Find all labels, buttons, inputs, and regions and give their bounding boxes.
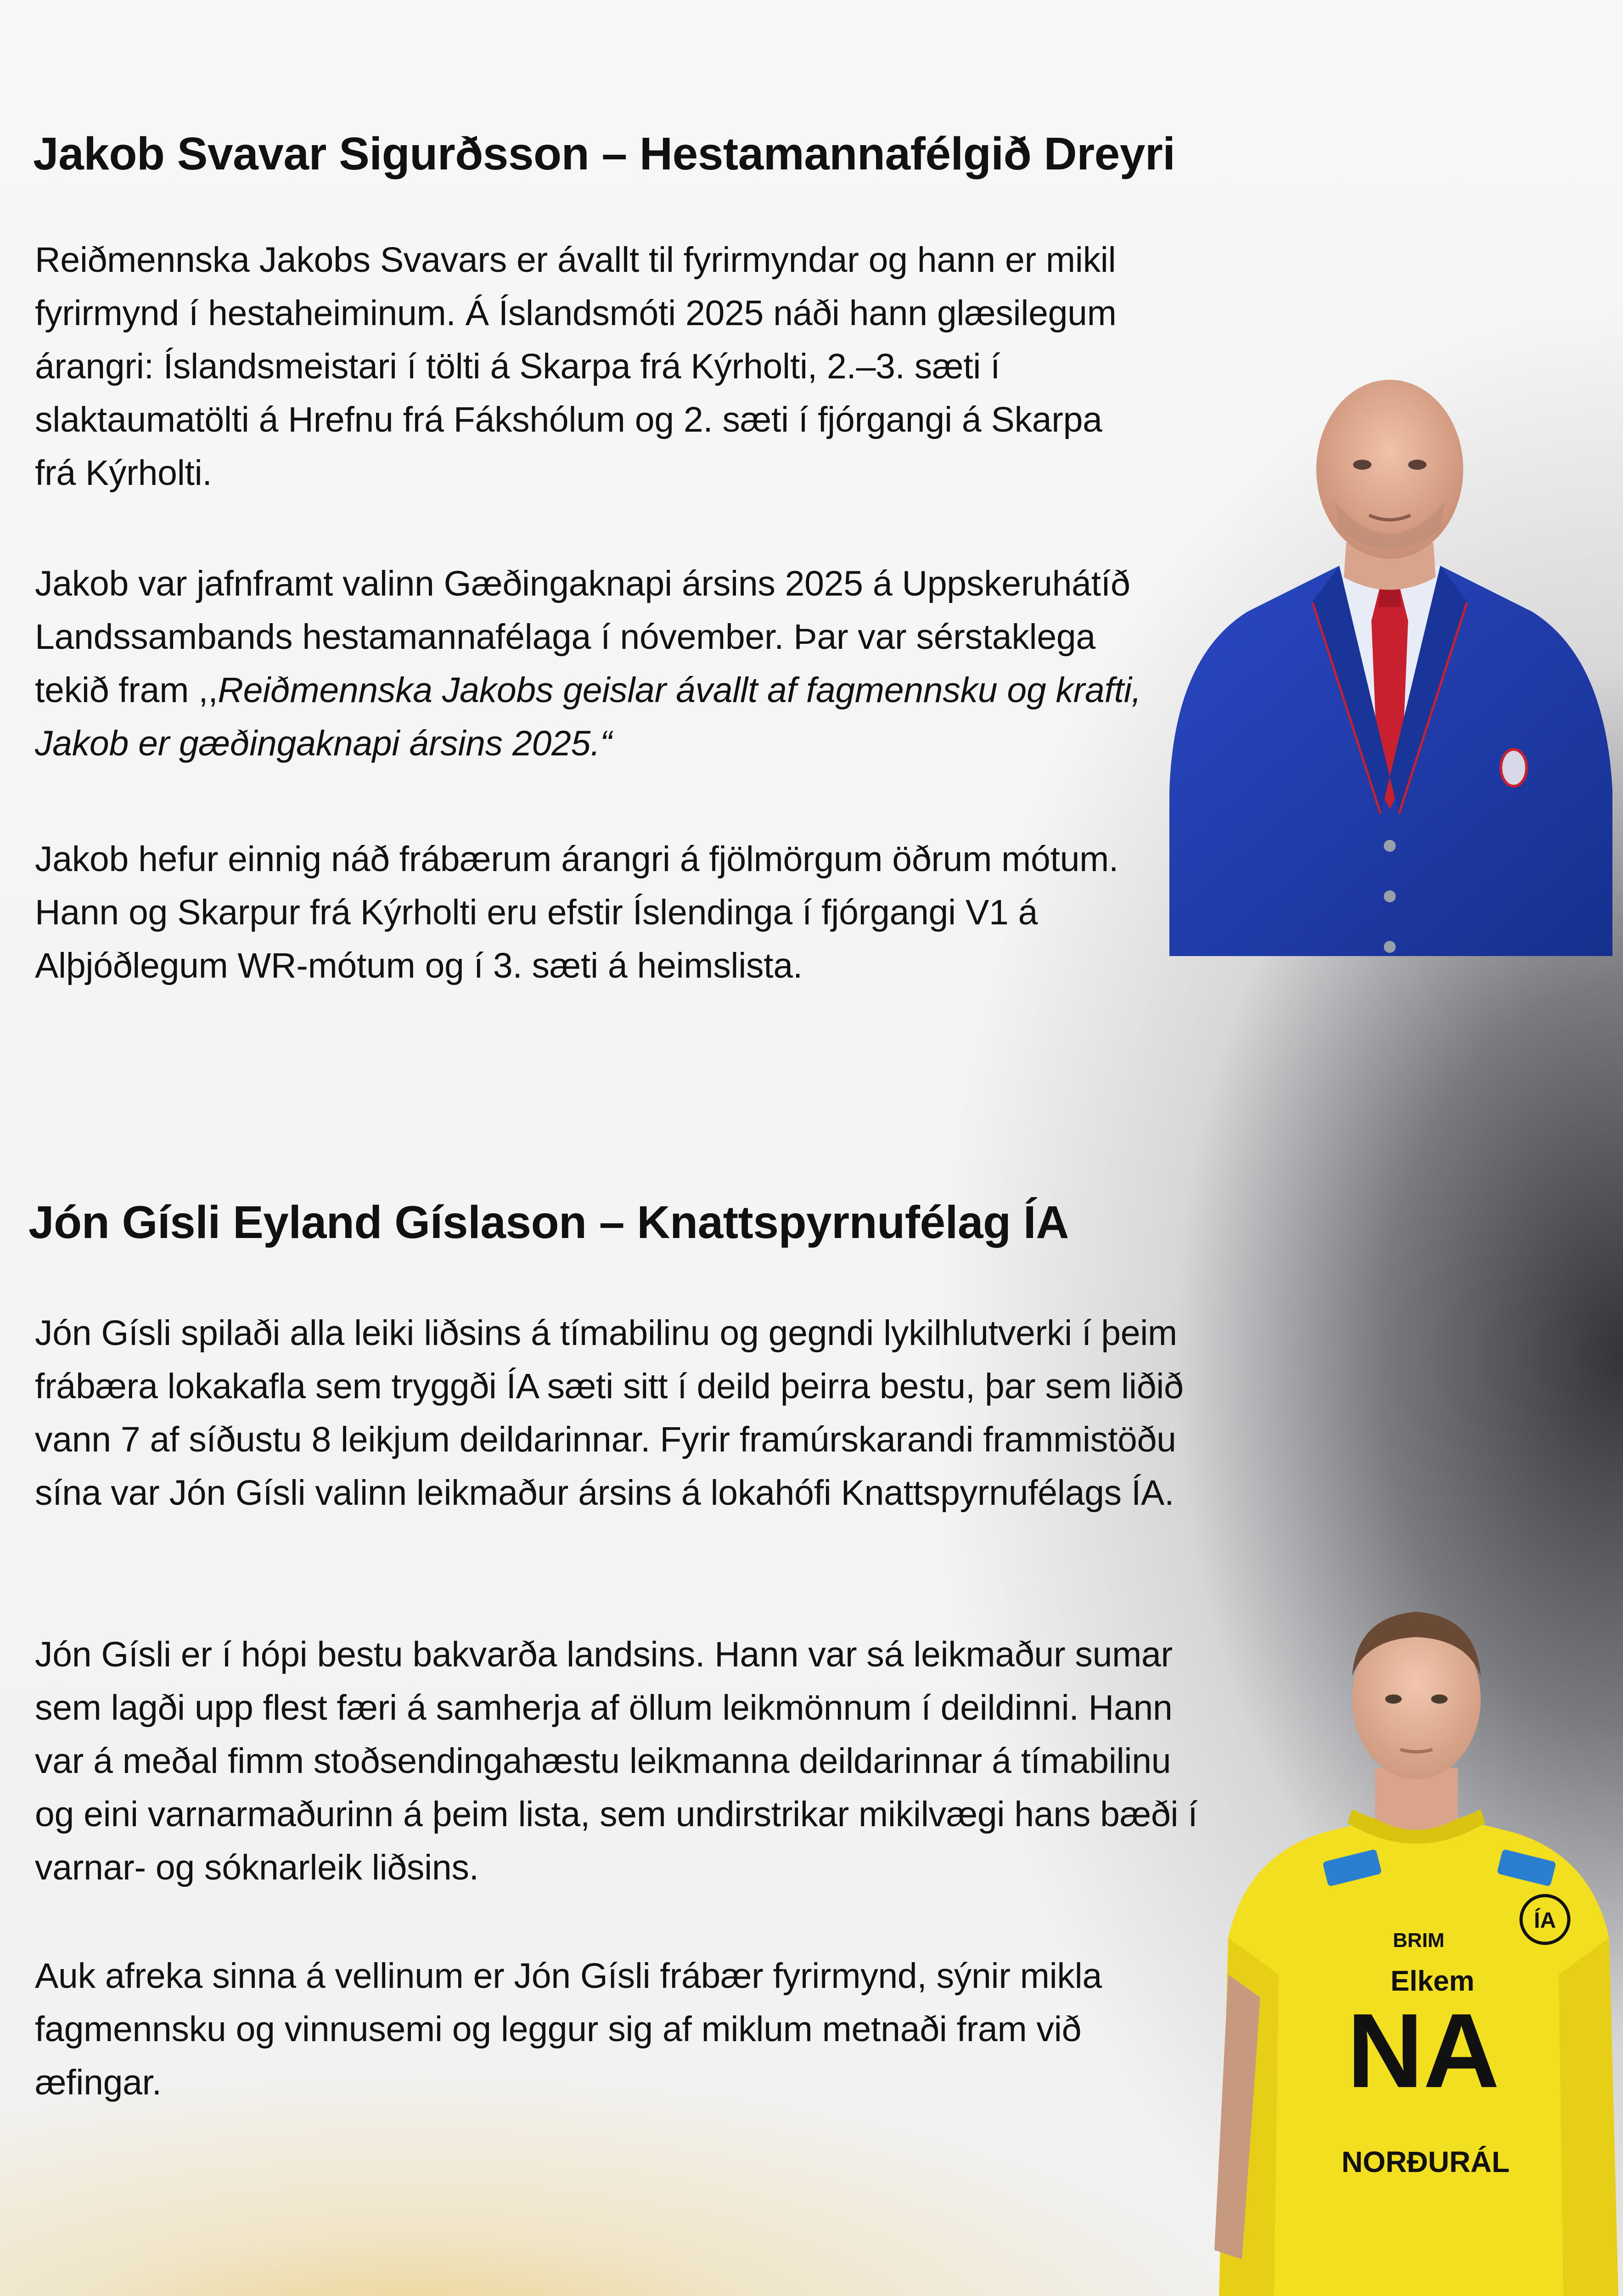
section2-paragraph-2: Jón Gísli er í hópi bestu bakvarða landsins. Hann var sá leikmaður sumar sem lagði upp flest færi á samherja af öllum leikmönnum í deildinni. Hann var á meðal fimm stoðsendingahæstu leikmanna deildarinnar á tímabilinu og eini varnarmaðurinn á þeim lista, sem undirstrikar mikilvægi hans bæði í varnar- og sóknarleik liðsins. <box>35 1635 1198 1887</box>
jersey-crest-text: ÍA <box>1534 1908 1556 1933</box>
section2-title: Jón Gísli Eyland Gíslason – Knattspyrnufélag ÍA <box>28 1197 1069 1248</box>
section1-paragraph-3: Jakob hefur einnig náð frábærum árangri á fjölmörgum öðrum mótum. Hann og Skarpur frá Kýrholti eru efstir Íslendinga í fjórgangi V1 á Alþjóðlegum WR-mótum og í 3. sæti á heimslista. <box>35 839 1119 985</box>
jersey-elkem-text: Elkem <box>1390 1965 1475 1997</box>
jersey-logo-text: NA <box>1347 1992 1500 2110</box>
jon-gisli-portrait-photo <box>1210 1561 1623 2296</box>
section1-quote: Reiðmennska Jakobs geislar ávallt af fagmennsku og krafti, Jakob er gæðingaknapi ársins 2025.“ <box>35 670 1141 763</box>
jersey-nordural-text: NORÐURÁL <box>1341 2145 1510 2178</box>
section1-paragraph-2-text: Jakob var jafnframt valinn Gæðingaknapi ársins 2025 á Uppskeruhátíð Landssambands hestamannafélaga í nóvember. Þar var sérstaklega tekið fram ,, <box>35 564 1130 710</box>
section2-paragraph-3: Auk afreka sinna á vellinum er Jón Gísli frábær fyrirmynd, sýnir mikla fagmennsku og vinnusemi og leggur sig af miklum metnaði fram við æfingar. <box>35 1956 1102 2102</box>
jersey-brim-text: BRIM <box>1393 1929 1445 1952</box>
section1-paragraph-1: Reiðmennska Jakobs Svavars er ávallt til fyrirmyndar og hann er mikil fyrirmynd í hestaheiminum. Á Íslandsmóti 2025 náði hann glæsilegum árangri: Íslandsmeistari í tölti á Skarpa frá Kýrholti, 2.–3. sæti í slaktaumatölti á Hrefnu frá Fákshólum og 2. sæti í fjórgangi á Skarpa frá Kýrholti. <box>35 240 1117 493</box>
section2-paragraph-1: Jón Gísli spilaði alla leiki liðsins á tímabilinu og gegndi lykilhlutverki í þeim frábæra lokakafla sem tryggði ÍA sæti sitt í deild þeirra bestu, þar sem liðið vann 7 af síðustu 8 leikjum deildarinnar. Fyrir framúrskarandi frammistöðu sína var Jón Gísli valinn leikmaður ársins á lokahófi Knattspyrnufélags ÍA. <box>35 1313 1184 1513</box>
jakob-portrait-photo <box>1165 327 1615 956</box>
section1-paragraph-2 <box>35 557 1146 770</box>
section1-title: Jakob Svavar Sigurðsson – Hestamannafélgið Dreyri <box>33 128 1175 180</box>
